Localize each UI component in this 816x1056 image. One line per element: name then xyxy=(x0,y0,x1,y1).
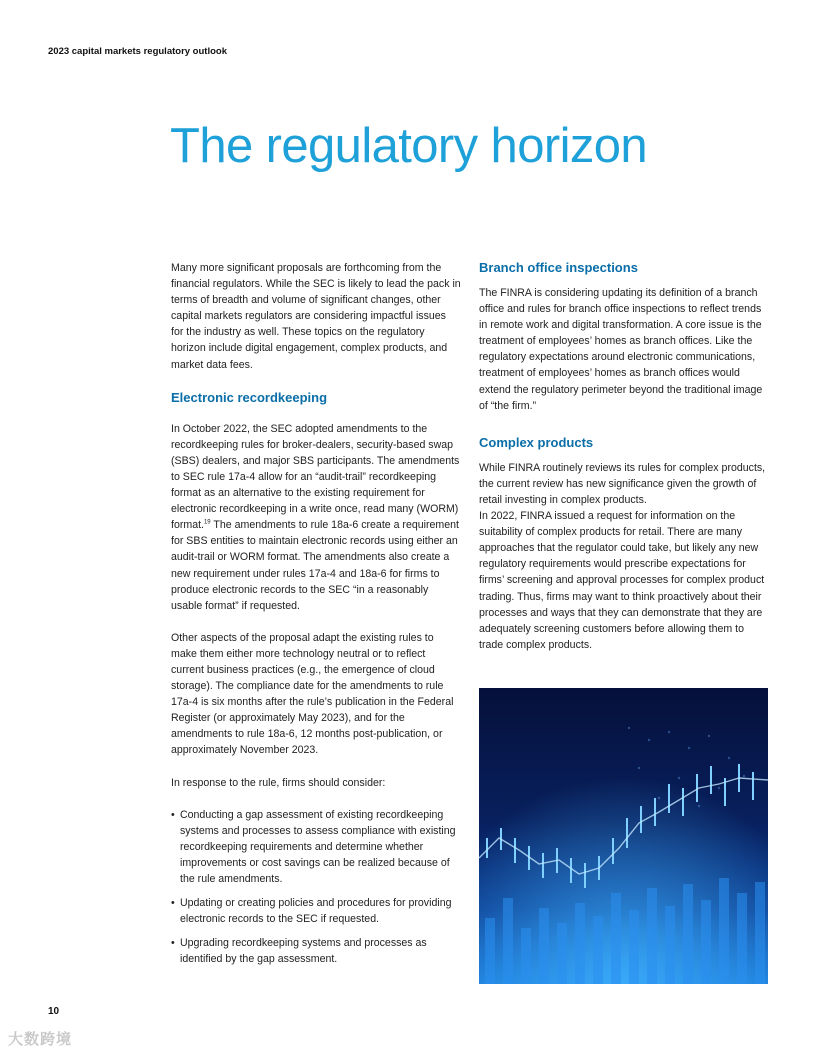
complex-paragraph-2: In 2022, FINRA issued a request for information on the suitability of complex products for retail. There are many approaches that the regulator could take, but likely any new regulatory requirements would prescribe expectations for firms’ screening and approval processes for complex product trading. Thus, firms may want to think proactively about their processes and ways that they can demonstrate that they are adequately screening customers before allowing them to trade complex products. xyxy=(479,510,765,651)
recordkeeping-paragraph-3: In response to the rule, firms should consider: xyxy=(171,776,386,789)
stock-chart-illustration xyxy=(479,688,768,984)
running-header: 2023 capital markets regulatory outlook xyxy=(48,46,227,57)
footnote-ref[interactable]: 19 xyxy=(203,519,211,526)
list-item: • Conducting a gap assessment of existing recordkeeping systems and processes to assess compliance with existing recordkeeping requirements and determine whether improvements or cost savings can be realized because of the rule amendments. xyxy=(171,807,461,887)
intro-paragraph: Many more significant proposals are forthcoming from the financial regulators. While the SEC is likely to lead the pack in terms of breadth and volume of significant changes, other capital markets regulators are considering impactful issues for the industry as well. These topics on the regulatory horizon include digital engagement, complex products, and market data fees. xyxy=(171,262,461,371)
section-heading-electronic-recordkeeping: Electronic recordkeeping xyxy=(171,389,328,405)
page-number: 10 xyxy=(48,1006,60,1017)
recordkeeping-paragraph-2: Other aspects of the proposal adapt the existing rules to make them either more technology neutral or to reflect current business practices (e.g., the emergence of cloud storage). The compliance date for the amendments to rule 17a-4 is six months after the rule’s publication in the Federal Register (or approximately May 2023), and for the amendments to rule 18a-6, 12 months post-publication, or approximately November 2023. xyxy=(171,631,454,757)
watermark: 大数跨境 xyxy=(8,1031,73,1048)
considerations-list xyxy=(171,807,461,968)
page-title: The regulatory horizon xyxy=(170,119,648,173)
right-column xyxy=(479,259,771,653)
section-heading-complex-products: Complex products xyxy=(479,434,594,450)
list-item: • Updating or creating policies and procedures for providing electronic records to the SEC if requested. xyxy=(171,895,461,927)
list-item: • Upgrading recordkeeping systems and processes as identified by the gap assessment. xyxy=(171,935,461,967)
para1-part-a: In October 2022, the SEC adopted amendments to the recordkeeping rules for broker-dealers, security-based swap (SBS) dealers, and major SBS participants. The amendments to SEC rule 17a-4 allow for an “audit-trail” recordkeeping format as an alternative to the existing requirement for electronic recordkeeping in a write once, read many (WORM) format. xyxy=(171,422,460,532)
left-column xyxy=(171,260,461,975)
branch-paragraph: The FINRA is considering updating its definition of a branch office and rules for branch office inspections to reflect trends in remote work and digital transformation. A core issue is the treatment of employees’ homes as branch offices. Like the regulatory expectations around electronic communications, treatment of employees’ homes as branch offices would extend the regulatory perimeter beyond the traditional image of “the firm.” xyxy=(479,287,763,412)
financial-chart-photo xyxy=(479,688,768,984)
section-heading-branch-office-inspections: Branch office inspections xyxy=(479,260,638,275)
para1-part-b: The amendments to rule 18a-6 create a requirement for SBS entities to maintain electronic records using either an audit-trail or WORM format. The amendments also create a new requirement under rules 17a-4 and 18a-6 for firms to produce electronic records to the SEC “in a reasonably usable format” if requested. xyxy=(171,519,459,612)
complex-paragraph-1: While FINRA routinely reviews its rules for complex products, the current review has new significance given the growth of retail investing in complex products. xyxy=(479,461,766,506)
recordkeeping-paragraph-1 xyxy=(171,421,461,614)
